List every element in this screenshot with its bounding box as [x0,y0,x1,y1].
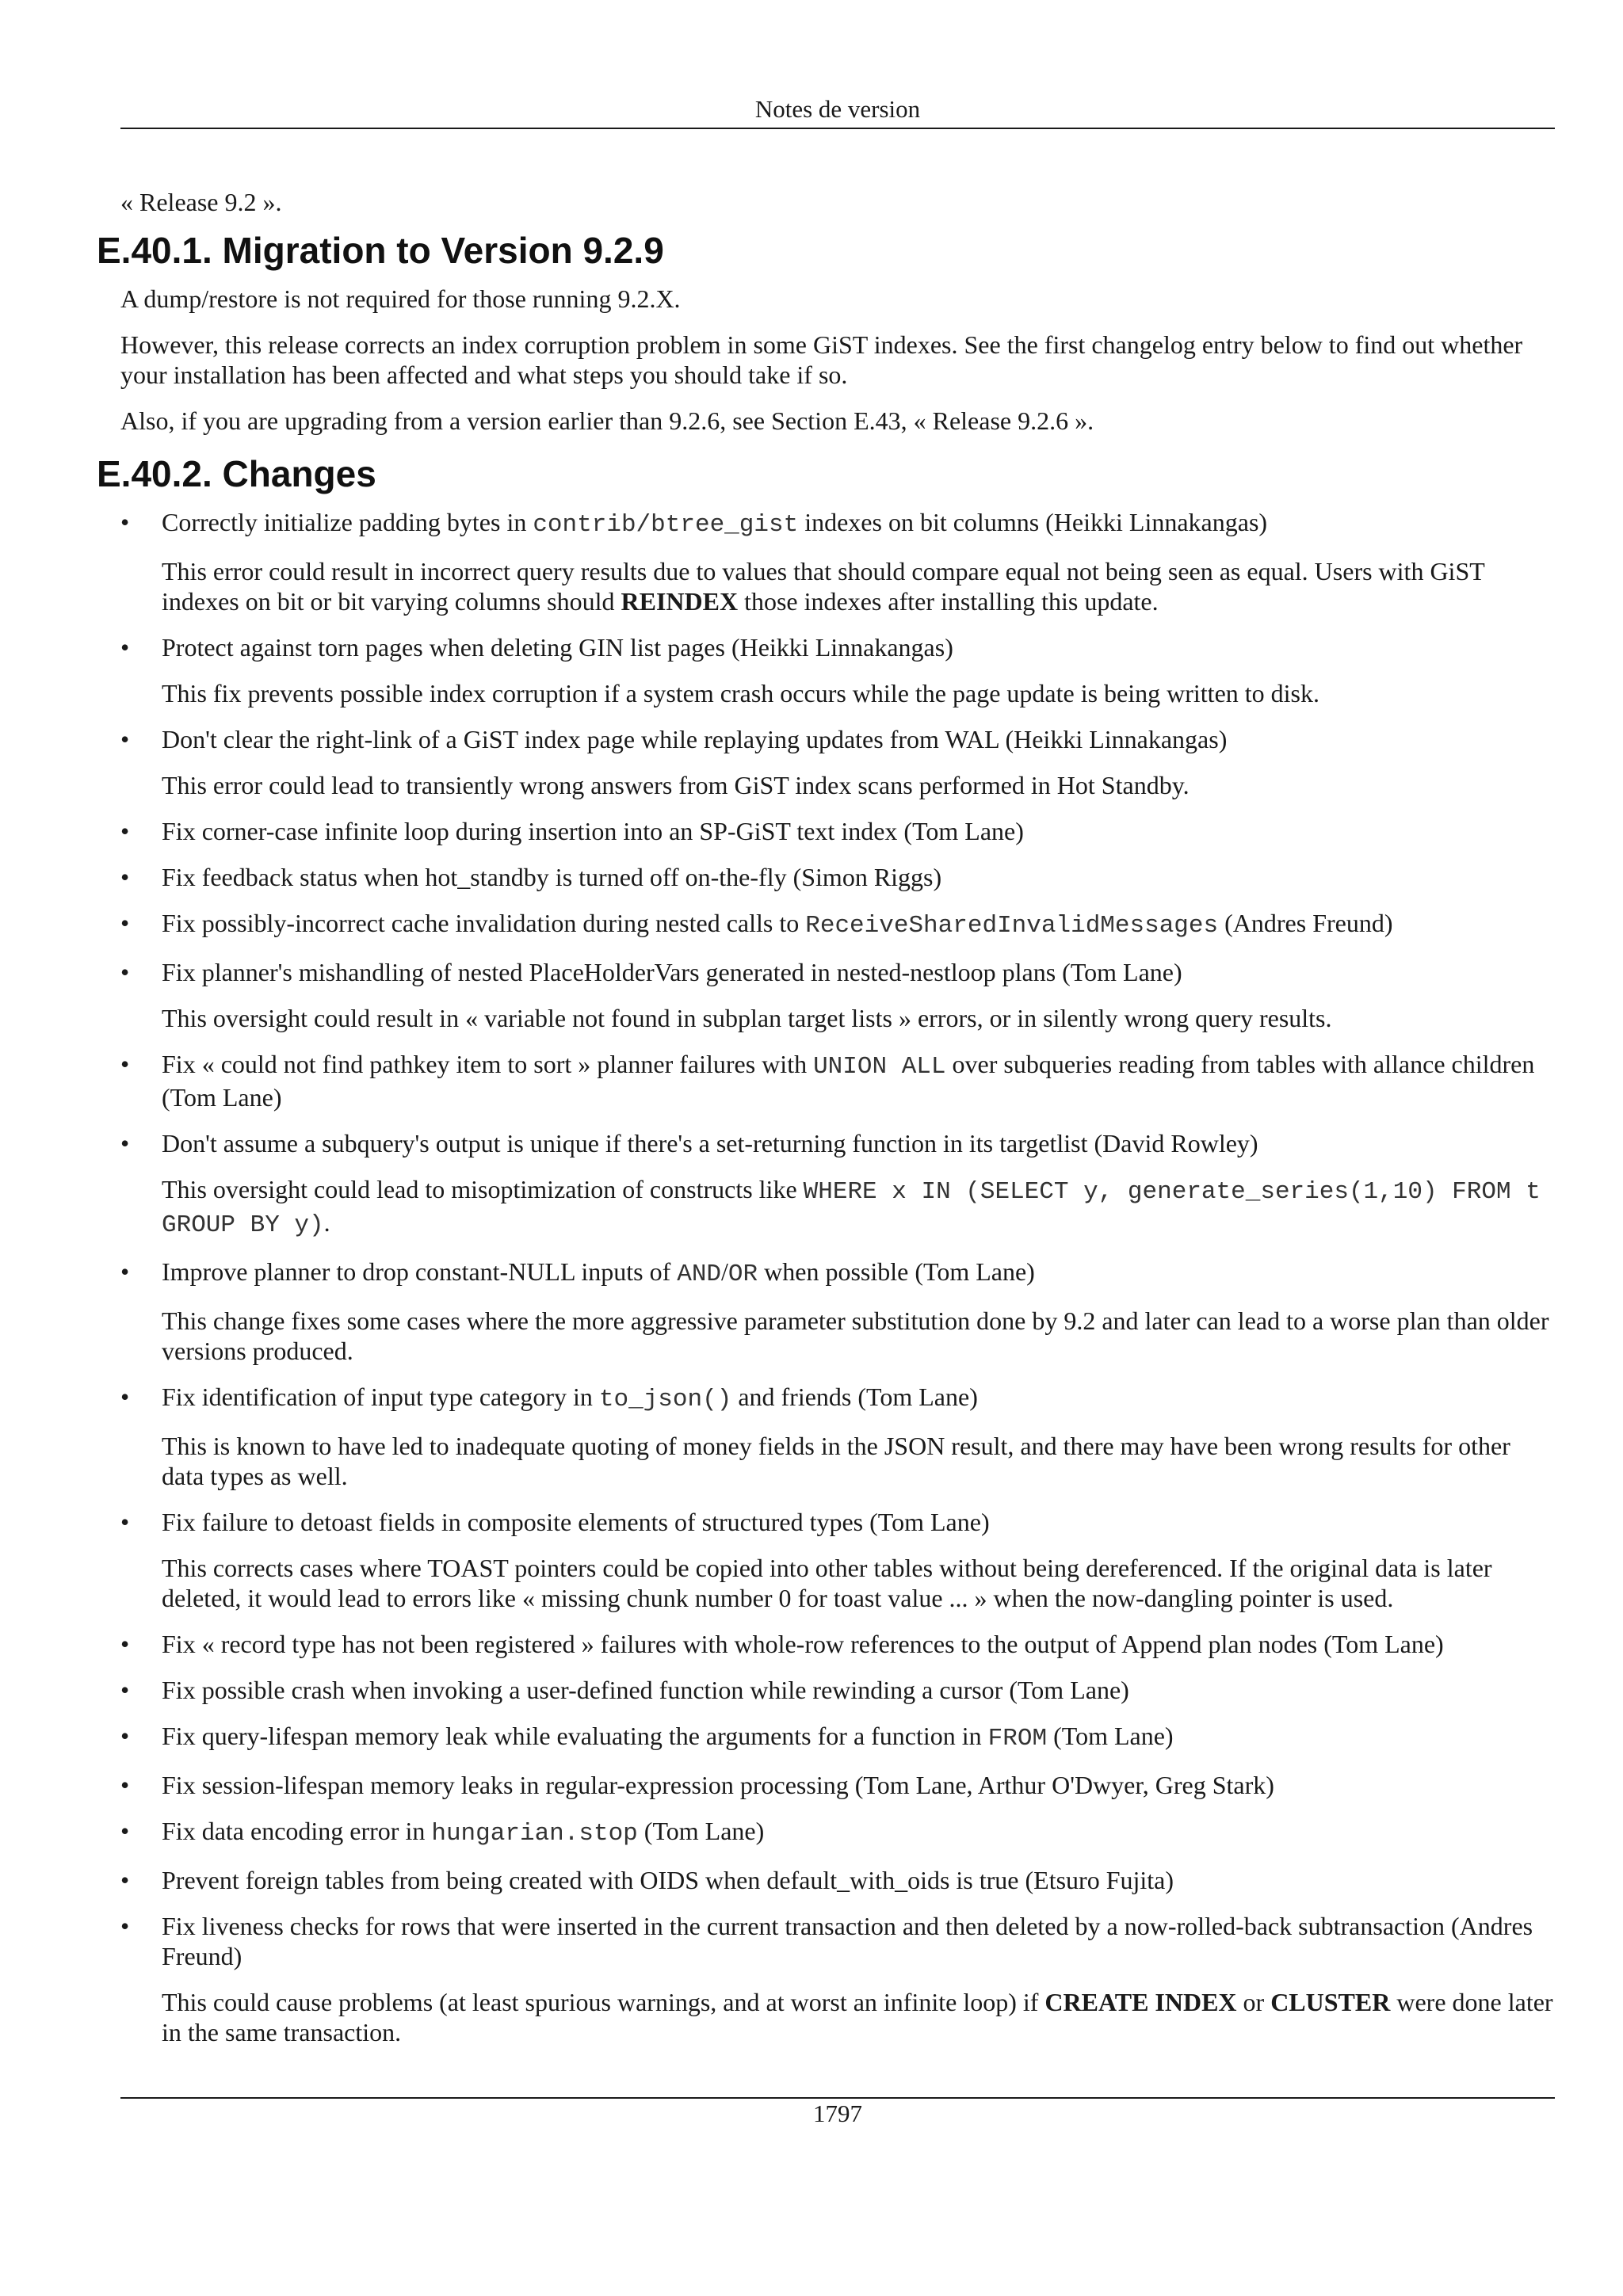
item-text: • Fix liveness checks for rows that were inserted in the current transaction and then deleted by a now-rolled-back subtransaction (Andres Freund) [162,1912,1533,1970]
list-item [120,1629,1555,1659]
item-text: • Improve planner to drop constant-NULL inputs of AND/OR when possible (Tom Lane) [162,1257,1035,1288]
code-literal: UNION ALL [813,1053,946,1081]
paragraph: Also, if you are upgrading from a version earlier than 9.2.6, see Section E.43, « Release 9.2.6 ». [120,406,1094,435]
item-text: • Fix data encoding error in hungarian.stop (Tom Lane) [162,1817,765,1848]
item-detail: This error could lead to transiently wrong answers from GiST index scans performed in Hot Standby. [162,771,1190,799]
code-literal: FROM [987,1725,1048,1753]
item-detail: This change fixes some cases where the more aggressive parameter substitution done by 9.2 and later can lead to a worse plan than older versions produced. [162,1306,1549,1365]
list-item [120,1865,1555,1895]
list-item [120,957,1555,1033]
page-number: 1797 [813,2100,862,2127]
changes-list [120,507,1555,2047]
page-content [97,187,1555,2063]
item-text: • Fix planner's mishandling of nested PlaceHolderVars generated in nested-nestloop plans (Tom Lane) [162,958,1182,986]
item-detail: This oversight could lead to misoptimization of constructs like WHERE x IN (SELECT y, generate_series(1,10) FROM t GROUP BY y). [162,1175,1541,1239]
list-item [120,1816,1555,1849]
code-literal: hungarian.stop [431,1820,638,1848]
item-text: • Prevent foreign tables from being created with OIDS when default_with_oids is true (Etsuro Fujita) [162,1866,1174,1894]
code-literal: WHERE x IN (SELECT y, generate_series(1,10) FROM t GROUP BY y) [162,1178,1541,1239]
code-literal: ReceiveSharedInvalidMessages [805,912,1219,940]
item-detail: This is known to have led to inadequate quoting of money fields in the JSON result, and there may have been wrong results for other data types as well. [162,1432,1510,1490]
list-item [120,1049,1555,1112]
list-item [120,1128,1555,1241]
header-rule [120,128,1555,129]
code-literal: OR [727,1261,758,1288]
list-item [120,724,1555,800]
code-literal: contrib/btree_gist [533,511,799,539]
item-text: • Fix identification of input type category in to_json() and friends (Tom Lane) [162,1383,978,1413]
item-text: • Fix session-lifespan memory leaks in regular-expression processing (Tom Lane, Arthur O'Dwyer, Greg Stark) [162,1771,1274,1799]
item-detail: This could cause problems (at least spurious warnings, and at worst an infinite loop) if CREATE INDEX or CLUSTER were done later in the same transaction. [162,1988,1553,2046]
code-literal: AND [677,1261,722,1288]
code-literal: to_json() [598,1386,732,1413]
section-heading-changes: E.40.2. Changes [97,453,376,494]
section-changes [97,452,1555,2047]
item-text: • Fix corner-case infinite loop during insertion into an SP-GiST text index (Tom Lane) [162,817,1024,845]
item-text: • Fix query-lifespan memory leak while evaluating the arguments for a function in FROM (Tom Lane) [162,1722,1174,1753]
list-item [120,816,1555,846]
section-migration [97,228,1555,436]
list-item [120,1257,1555,1366]
item-text: • Fix feedback status when hot_standby is turned off on-the-fly (Simon Riggs) [162,863,942,891]
bold-command: REINDEX [621,587,739,616]
section-heading-migration: E.40.1. Migration to Version 9.2.9 [97,230,664,271]
list-item [120,1675,1555,1705]
item-text: • Fix possibly-incorrect cache invalidation during nested calls to ReceiveSharedInvalidMessages (Andres Freund) [162,909,1393,940]
list-item [120,862,1555,892]
item-detail: This corrects cases where TOAST pointers could be copied into other tables without being dereferenced. If the original data is later deleted, it would lead to errors like « missing chunk number 0 for toast value ... » when the now-dangling pointer is used. [162,1554,1492,1612]
item-detail: This error could result in incorrect query results due to values that should compare equal not being seen as equal. Users with GiST indexes on bit or bit varying columns should REINDEX those indexes after installing this update. [162,557,1485,616]
list-item [120,908,1555,941]
item-text: • Correctly initialize padding bytes in contrib/btree_gist indexes on bit columns (Heikki Linnakangas) [162,508,1268,539]
list-item [120,507,1555,616]
list-item [120,1382,1555,1491]
list-item [120,1770,1555,1800]
item-text: • Fix possible crash when invoking a user-defined function while rewinding a cursor (Tom Lane) [162,1676,1129,1704]
item-text: • Don't clear the right-link of a GiST index page while replaying updates from WAL (Heikki Linnakangas) [162,725,1228,753]
list-item [120,1911,1555,2047]
paragraph: However, this release corrects an index corruption problem in some GiST indexes. See the first changelog entry below to find out whether your installation has been affected and what steps you should take if so. [120,330,1523,389]
item-text: • Fix failure to detoast fields in composite elements of structured types (Tom Lane) [162,1508,990,1536]
item-detail: This oversight could result in « variable not found in subplan target lists » errors, or in silently wrong query results. [162,1004,1332,1032]
running-header: Notes de version [754,95,921,123]
item-text: • Don't assume a subquery's output is unique if there's a set-returning function in its targetlist (David Rowley) [162,1129,1258,1158]
item-text: • Fix « record type has not been registered » failures with whole-row references to the output of Append plan nodes (Tom Lane) [162,1630,1444,1658]
list-item [120,1507,1555,1613]
paragraph: A dump/restore is not required for those running 9.2.X. [120,284,681,313]
item-text: • Protect against torn pages when deleting GIN list pages (Heikki Linnakangas) [162,633,953,662]
list-item [120,632,1555,708]
item-detail: This fix prevents possible index corruption if a system crash occurs while the page update is being written to disk. [162,679,1319,707]
list-item [120,1721,1555,1754]
bold-command: CREATE INDEX [1044,1988,1237,2016]
bold-command: CLUSTER [1270,1988,1391,2016]
intro-reference: « Release 9.2 ». [120,188,282,216]
item-text: • Fix « could not find pathkey item to sort » planner failures with UNION ALL over subqueries reading from tables with allance children (Tom Lane) [162,1050,1535,1112]
